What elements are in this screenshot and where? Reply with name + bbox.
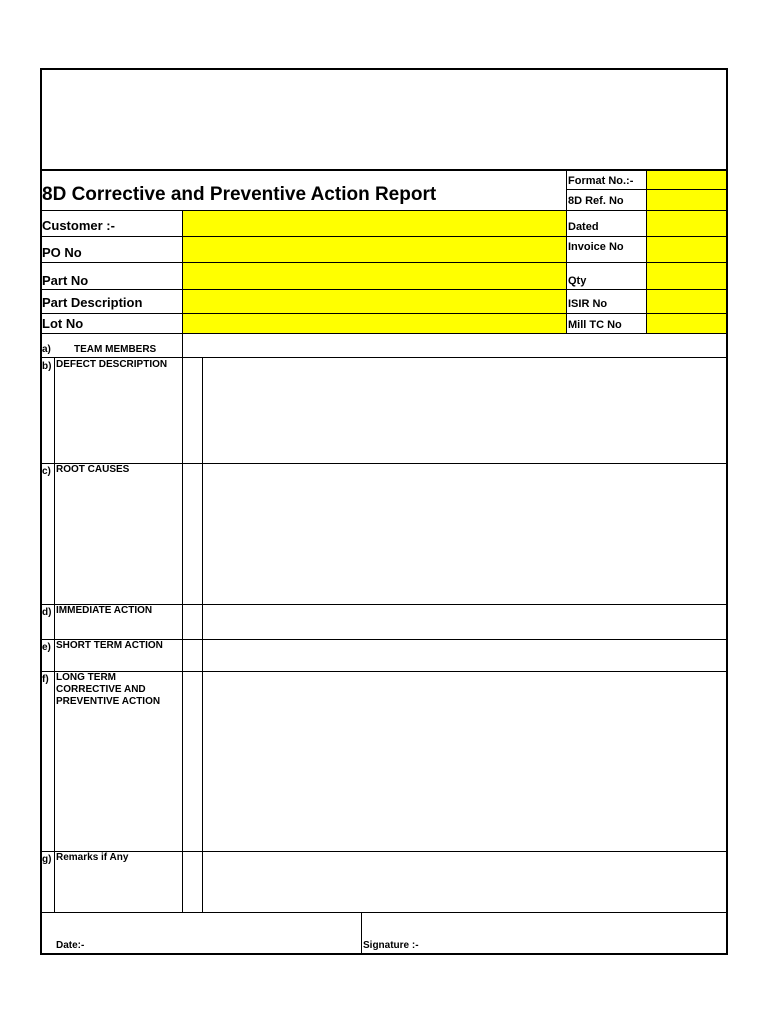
- isir-no-value-cell[interactable]: [647, 290, 727, 313]
- part-no-label: Part No: [42, 273, 89, 288]
- row-divider-3: [40, 262, 728, 263]
- section-f-letter: f): [42, 674, 49, 685]
- customer-value-cell[interactable]: [183, 211, 566, 236]
- section-label-col: [182, 333, 183, 913]
- po-no-value-cell[interactable]: [183, 237, 566, 262]
- date-label: Date:-: [56, 940, 85, 951]
- mill-tc-no-value-cell[interactable]: [647, 314, 727, 333]
- row-divider-6: [40, 333, 728, 334]
- section-d-letter: d): [42, 607, 52, 618]
- section-b-label: DEFECT DESCRIPTION: [56, 359, 168, 370]
- header-divider: [40, 169, 728, 171]
- border-top: [40, 68, 728, 70]
- section-e-label: SHORT TERM ACTION: [56, 640, 163, 651]
- row-divider-5: [40, 313, 728, 314]
- section-a-label: TEAM MEMBERS: [74, 344, 157, 355]
- section-letter-col: [54, 357, 55, 913]
- border-bottom: [40, 953, 728, 955]
- part-description-value-cell[interactable]: [183, 290, 566, 313]
- qty-value-cell[interactable]: [647, 263, 727, 289]
- title-bottom-divider: [40, 210, 728, 211]
- signature-label: Signature :-: [363, 940, 419, 951]
- section-a-letter: a): [42, 344, 51, 355]
- col-divider-right-label: [566, 169, 567, 334]
- border-right: [726, 68, 728, 955]
- 8d-ref-no-label: 8D Ref. No: [568, 195, 624, 207]
- section-b-letter: b): [42, 361, 52, 372]
- right-row-divider-1: [566, 189, 728, 190]
- customer-label: Customer :-: [42, 218, 115, 233]
- lot-no-value-cell[interactable]: [183, 314, 566, 333]
- dated-label: Dated: [568, 221, 599, 233]
- col-divider-right-value: [646, 169, 647, 334]
- section-divider-a: [40, 357, 728, 358]
- section-g-label: Remarks if Any: [56, 852, 129, 863]
- mill-tc-no-label: Mill TC No: [568, 319, 622, 331]
- section-f-label: LONG TERM CORRECTIVE AND PREVENTIVE ACTION: [56, 672, 161, 707]
- format-no-value-cell[interactable]: [647, 171, 727, 189]
- row-divider-4: [40, 289, 728, 290]
- section-narrow-col: [202, 357, 203, 913]
- section-c-label: ROOT CAUSES: [56, 464, 130, 475]
- po-no-label: PO No: [42, 245, 82, 260]
- section-divider-f: [40, 851, 728, 852]
- footer-divider: [361, 912, 362, 955]
- format-no-label: Format No.:-: [568, 175, 634, 187]
- section-d-label: IMMEDIATE ACTION: [56, 605, 153, 616]
- 8d-ref-no-value-cell[interactable]: [647, 190, 727, 210]
- section-e-letter: e): [42, 642, 51, 653]
- part-no-value-cell[interactable]: [183, 263, 566, 289]
- dated-value-cell[interactable]: [647, 211, 727, 236]
- isir-no-label: ISIR No: [568, 298, 608, 310]
- row-divider-2: [40, 236, 728, 237]
- col-divider-value-left: [182, 210, 183, 334]
- page-title: 8D Corrective and Preventive Action Report: [42, 184, 437, 205]
- invoice-no-label: Invoice No: [568, 241, 624, 253]
- invoice-no-value-cell[interactable]: [647, 237, 727, 262]
- section-c-letter: c): [42, 466, 51, 477]
- qty-label: Qty: [568, 275, 587, 287]
- lot-no-label: Lot No: [42, 316, 84, 331]
- section-g-letter: g): [42, 854, 52, 865]
- section-divider-b: [40, 463, 728, 464]
- part-description-label: Part Description: [42, 295, 143, 310]
- section-divider-g: [40, 912, 728, 913]
